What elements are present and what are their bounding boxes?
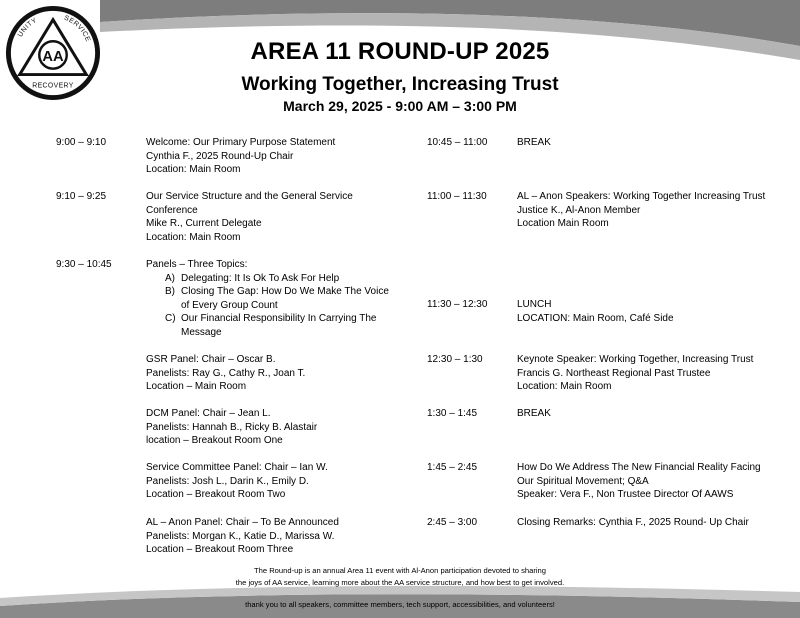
logo-center-text: AA [42,48,64,65]
event-date: March 29, 2025 - 9:00 AM – 3:00 PM [283,98,517,114]
schedule-time: 11:00 – 11:30 [427,191,487,202]
entry-line: Keynote Speaker: Working Together, Increasing Trust [517,354,754,365]
entry-line: Location: Main Room [146,231,241,243]
panels-heading: Panels – Three Topics: [146,259,248,270]
entry-line: BREAK [517,408,551,419]
entry-line: GSR Panel: Chair – Oscar B. [146,354,276,365]
schedule-entry [146,190,353,244]
entry-line: LUNCH [517,299,552,310]
entry-line: LOCATION: Main Room, Café Side [517,312,674,324]
schedule-time: 9:00 – 9:10 [56,137,107,148]
topic-marker: B) [165,286,175,298]
logo-recovery-text: RECOVERY [32,82,74,90]
panels-entry [146,258,396,340]
schedule-entry [517,516,749,530]
schedule-entry [517,407,551,421]
schedule-time: 1:30 – 1:45 [427,408,478,419]
entry-line: AL – Anon Speakers: Working Together Increasing Trust [517,191,766,202]
entry-line: Location: Main Room [517,381,612,393]
entry-line: Welcome: Our Primary Purpose Statement [146,137,336,148]
entry-line: Panelists: Hannah B., Ricky B. Alastair [146,421,318,433]
topic-text: Our Financial Responsibility In Carrying The Message [181,313,377,338]
page-subtitle: Working Together, Increasing Trust [241,74,559,95]
page-title: AREA 11 ROUND-UP 2025 [250,38,550,65]
entry-line: Location: Main Room [146,164,241,176]
topic-text: Delegating: It Is Ok To Ask For Help [181,272,340,284]
schedule-entry [517,353,753,394]
panel-topic [146,312,396,339]
panel-entry [146,353,305,394]
entry-line: Location – Main Room [146,381,247,393]
panel-entry [146,516,339,557]
schedule-entry [517,461,761,502]
panel-entry [146,407,317,448]
entry-line: Cynthia F., 2025 Round-Up Chair [146,150,294,162]
logo-service-text: SERVICE [63,14,92,43]
schedule-time: 12:30 – 1:30 [427,354,483,365]
schedule-time: 9:10 – 9:25 [56,191,107,202]
entry-line: DCM Panel: Chair – Jean L. [146,408,271,419]
entry-line: BREAK [517,137,551,148]
entry-line: Panelists: Josh L., Darin K., Emily D. [146,475,309,487]
entry-line: Panelists: Morgan K., Katie D., Marissa W. [146,530,335,542]
panel-topic [146,272,396,286]
topic-marker: A) [165,272,175,284]
entry-line: Francis G. Northeast Regional Past Trustee [517,367,711,379]
panel-topic [146,285,396,312]
entry-line: Mike R., Current Delegate [146,218,262,230]
schedule-time: 10:45 – 11:00 [427,137,488,148]
schedule-time: 1:45 – 2:45 [427,462,478,473]
topic-marker: C) [165,313,176,325]
footer-description: The Round-up is an annual Area 11 event with Al-Anon participation devoted to sharing [254,566,546,575]
topic-text: Closing The Gap: How Do We Make The Voice of Every Group Count [181,286,389,311]
schedule-entry [517,298,674,325]
entry-line: Location – Breakout Room Two [146,489,286,501]
schedule-time: 2:45 – 3:00 [427,517,478,528]
entry-line: Speaker: Vera F., Non Trustee Director Of AAWS [517,489,734,501]
logo-unity-text: UNITY [16,16,39,39]
entry-line: Conference [146,204,198,216]
panel-entry [146,461,328,502]
schedule-entry [146,136,335,177]
schedule-time: 11:30 – 12:30 [427,299,488,310]
schedule-time: 9:30 – 10:45 [56,259,112,270]
entry-line: Justice K., Al-Anon Member [517,204,641,216]
entry-line: Closing Remarks: Cynthia F., 2025 Round- Up Chair [517,517,749,528]
footer-description: the joys of AA service, learning more about the AA service structure, and how best to get involved. [235,578,565,587]
entry-line: Service Committee Panel: Chair – Ian W. [146,462,328,473]
schedule-entry [517,136,551,150]
entry-line: Location Main Room [517,218,609,230]
schedule-entry [517,190,765,231]
entry-line: How Do We Address The New Financial Reality Facing [517,462,761,473]
entry-line: AL – Anon Panel: Chair – To Be Announced [146,517,339,528]
entry-line: Panelists: Ray G., Cathy R., Joan T. [146,367,306,379]
footer-thanks: thank you to all speakers, committee members, tech support, accessibilities, and volunteers! [245,600,555,609]
entry-line: location – Breakout Room One [146,435,283,447]
entry-line: Location – Breakout Room Three [146,544,294,556]
entry-line: Our Spiritual Movement; Q&A [517,475,649,487]
entry-line: Our Service Structure and the General Service [146,191,353,202]
